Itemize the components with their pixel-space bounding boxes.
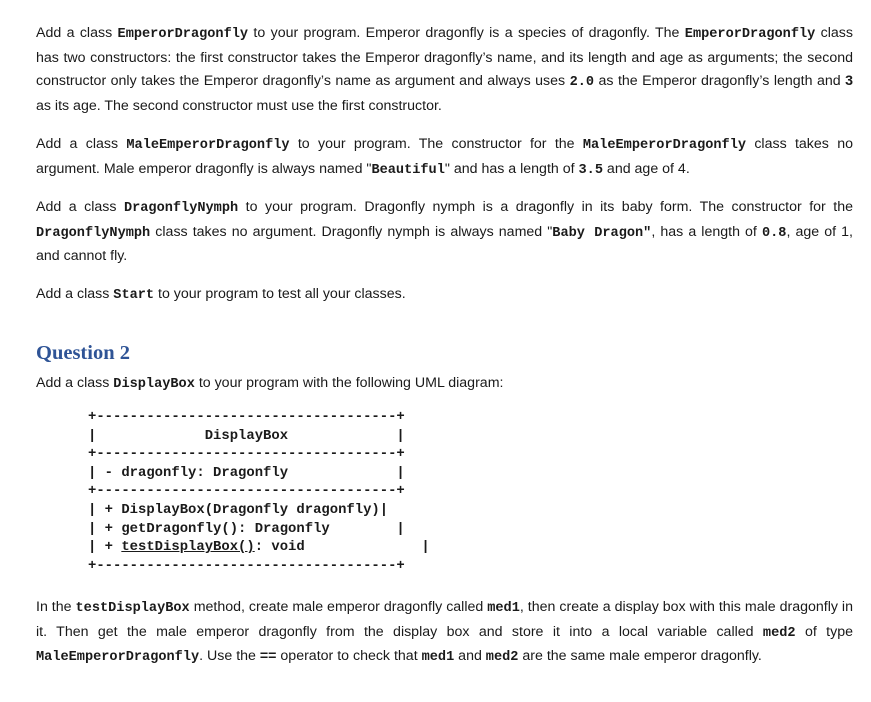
text: class has two constructors: the first constructor takes the Emperor dragonfly’s name, and its length and age as arguments; the second constructor only takes the Emperor dragonfly’s name as argument and always uses [36, 25, 853, 89]
text: operator to check that [276, 648, 422, 664]
text: to your program to test all your classes. [154, 286, 406, 302]
text: of type [795, 623, 853, 640]
uml-diagram [88, 408, 430, 575]
code-class-name: DragonflyNymph [36, 225, 151, 241]
question-heading: Question 2 [36, 342, 130, 364]
code-value: 0.8 [761, 225, 787, 241]
text: and age of 4. [602, 160, 690, 177]
uml-pad: | [288, 427, 405, 444]
code-value: Beautiful [371, 162, 445, 178]
paragraph-male-emperor-dragonfly [36, 133, 853, 182]
code-variable: med1 [421, 650, 455, 665]
paragraph-dragonfly-nymph [36, 196, 853, 269]
code-class-name: MaleEmperorDragonfly [126, 138, 290, 153]
code-variable: med1 [487, 601, 520, 616]
paragraph-emperor-dragonfly [36, 22, 853, 118]
paragraph-displaybox-intro [36, 372, 853, 397]
text: method, create male emperor dragonfly called [189, 599, 488, 615]
uml-border: +------------------------------------+ [88, 446, 405, 463]
text: class takes no argument. Dragonfly nymph is always named " [150, 223, 553, 240]
uml-method-test: testDisplayBox() [121, 539, 255, 556]
paragraph-start-class [36, 283, 853, 308]
text: " and has a length of [444, 160, 579, 177]
code-class-name: MaleEmperorDragonfly [36, 650, 200, 665]
code-class-name: DragonflyNymph [123, 201, 239, 216]
uml-pad: | + [88, 539, 122, 556]
code-class-name: DisplayBox [113, 377, 195, 392]
bold-value: 3 [845, 73, 853, 89]
code-value: 2.0 [569, 75, 595, 90]
text: as its age. The second constructor must use the first constructor. [36, 97, 442, 114]
text: to your program. Emperor dragonfly is a species of dragonfly. The [248, 25, 685, 41]
uml-method-constructor: DisplayBox(Dragonfly dragonfly) [121, 501, 380, 518]
code-value: 3.5 [578, 162, 603, 178]
uml-method-return: : void [254, 539, 305, 556]
text: class takes no argument. Male emperor dragonfly is always named " [36, 136, 853, 177]
uml-method-getter: getDragonfly(): Dragonfly [121, 520, 330, 537]
uml-border: +------------------------------------+ [88, 409, 405, 425]
text: , has a length of [651, 223, 762, 240]
text: Add a class [36, 136, 127, 152]
text: as the Emperor dragonfly’s length and [594, 73, 846, 89]
text: are the same male emperor dragonfly. [518, 648, 762, 664]
text: to your program. The constructor for the [289, 136, 583, 152]
code-variable: med2 [485, 650, 519, 665]
code-method-name: testDisplayBox [75, 601, 190, 616]
uml-class-name: DisplayBox [204, 427, 289, 444]
text: . Use the [199, 648, 260, 664]
uml-pad: | [379, 501, 389, 518]
code-value: Baby Dragon" [552, 225, 652, 241]
text: In the [36, 599, 76, 615]
paragraph-test-displaybox [36, 596, 853, 670]
text: Add a class [36, 286, 114, 302]
uml-pad: | + [88, 501, 122, 518]
uml-pad: | + [88, 520, 122, 537]
code-class-name: MaleEmperorDragonfly [582, 138, 747, 153]
bold-operator: == [259, 648, 277, 664]
uml-attribute: dragonfly: Dragonfly [121, 464, 289, 481]
uml-pad: | [304, 539, 430, 556]
uml-pad: | [329, 520, 405, 537]
uml-pad: | [88, 427, 205, 444]
uml-pad: | - [88, 464, 122, 481]
text: to your program with the following UML diagram: [194, 375, 504, 391]
text: Add a class [36, 199, 124, 215]
text: Add a class [36, 25, 118, 41]
text: and [454, 648, 486, 664]
text: Add a class [36, 375, 114, 391]
text: , age of 1, and cannot fly. [36, 223, 853, 264]
code-class-name: EmperorDragonfly [684, 27, 816, 42]
code-variable: med2 [762, 625, 796, 641]
uml-border: +------------------------------------+ [88, 483, 405, 500]
text: , then create a display box with this male dragonfly in it. Then get the male emperor dragonfly from the display box and store it into a local variable called [36, 599, 853, 640]
code-class-name: Start [113, 288, 155, 303]
uml-border: +------------------------------------+ [88, 557, 405, 574]
uml-pad: | [288, 464, 405, 481]
code-class-name: EmperorDragonfly [117, 27, 249, 42]
text: to your program. Dragonfly nymph is a dragonfly in its baby form. The constructor for the [238, 199, 853, 215]
